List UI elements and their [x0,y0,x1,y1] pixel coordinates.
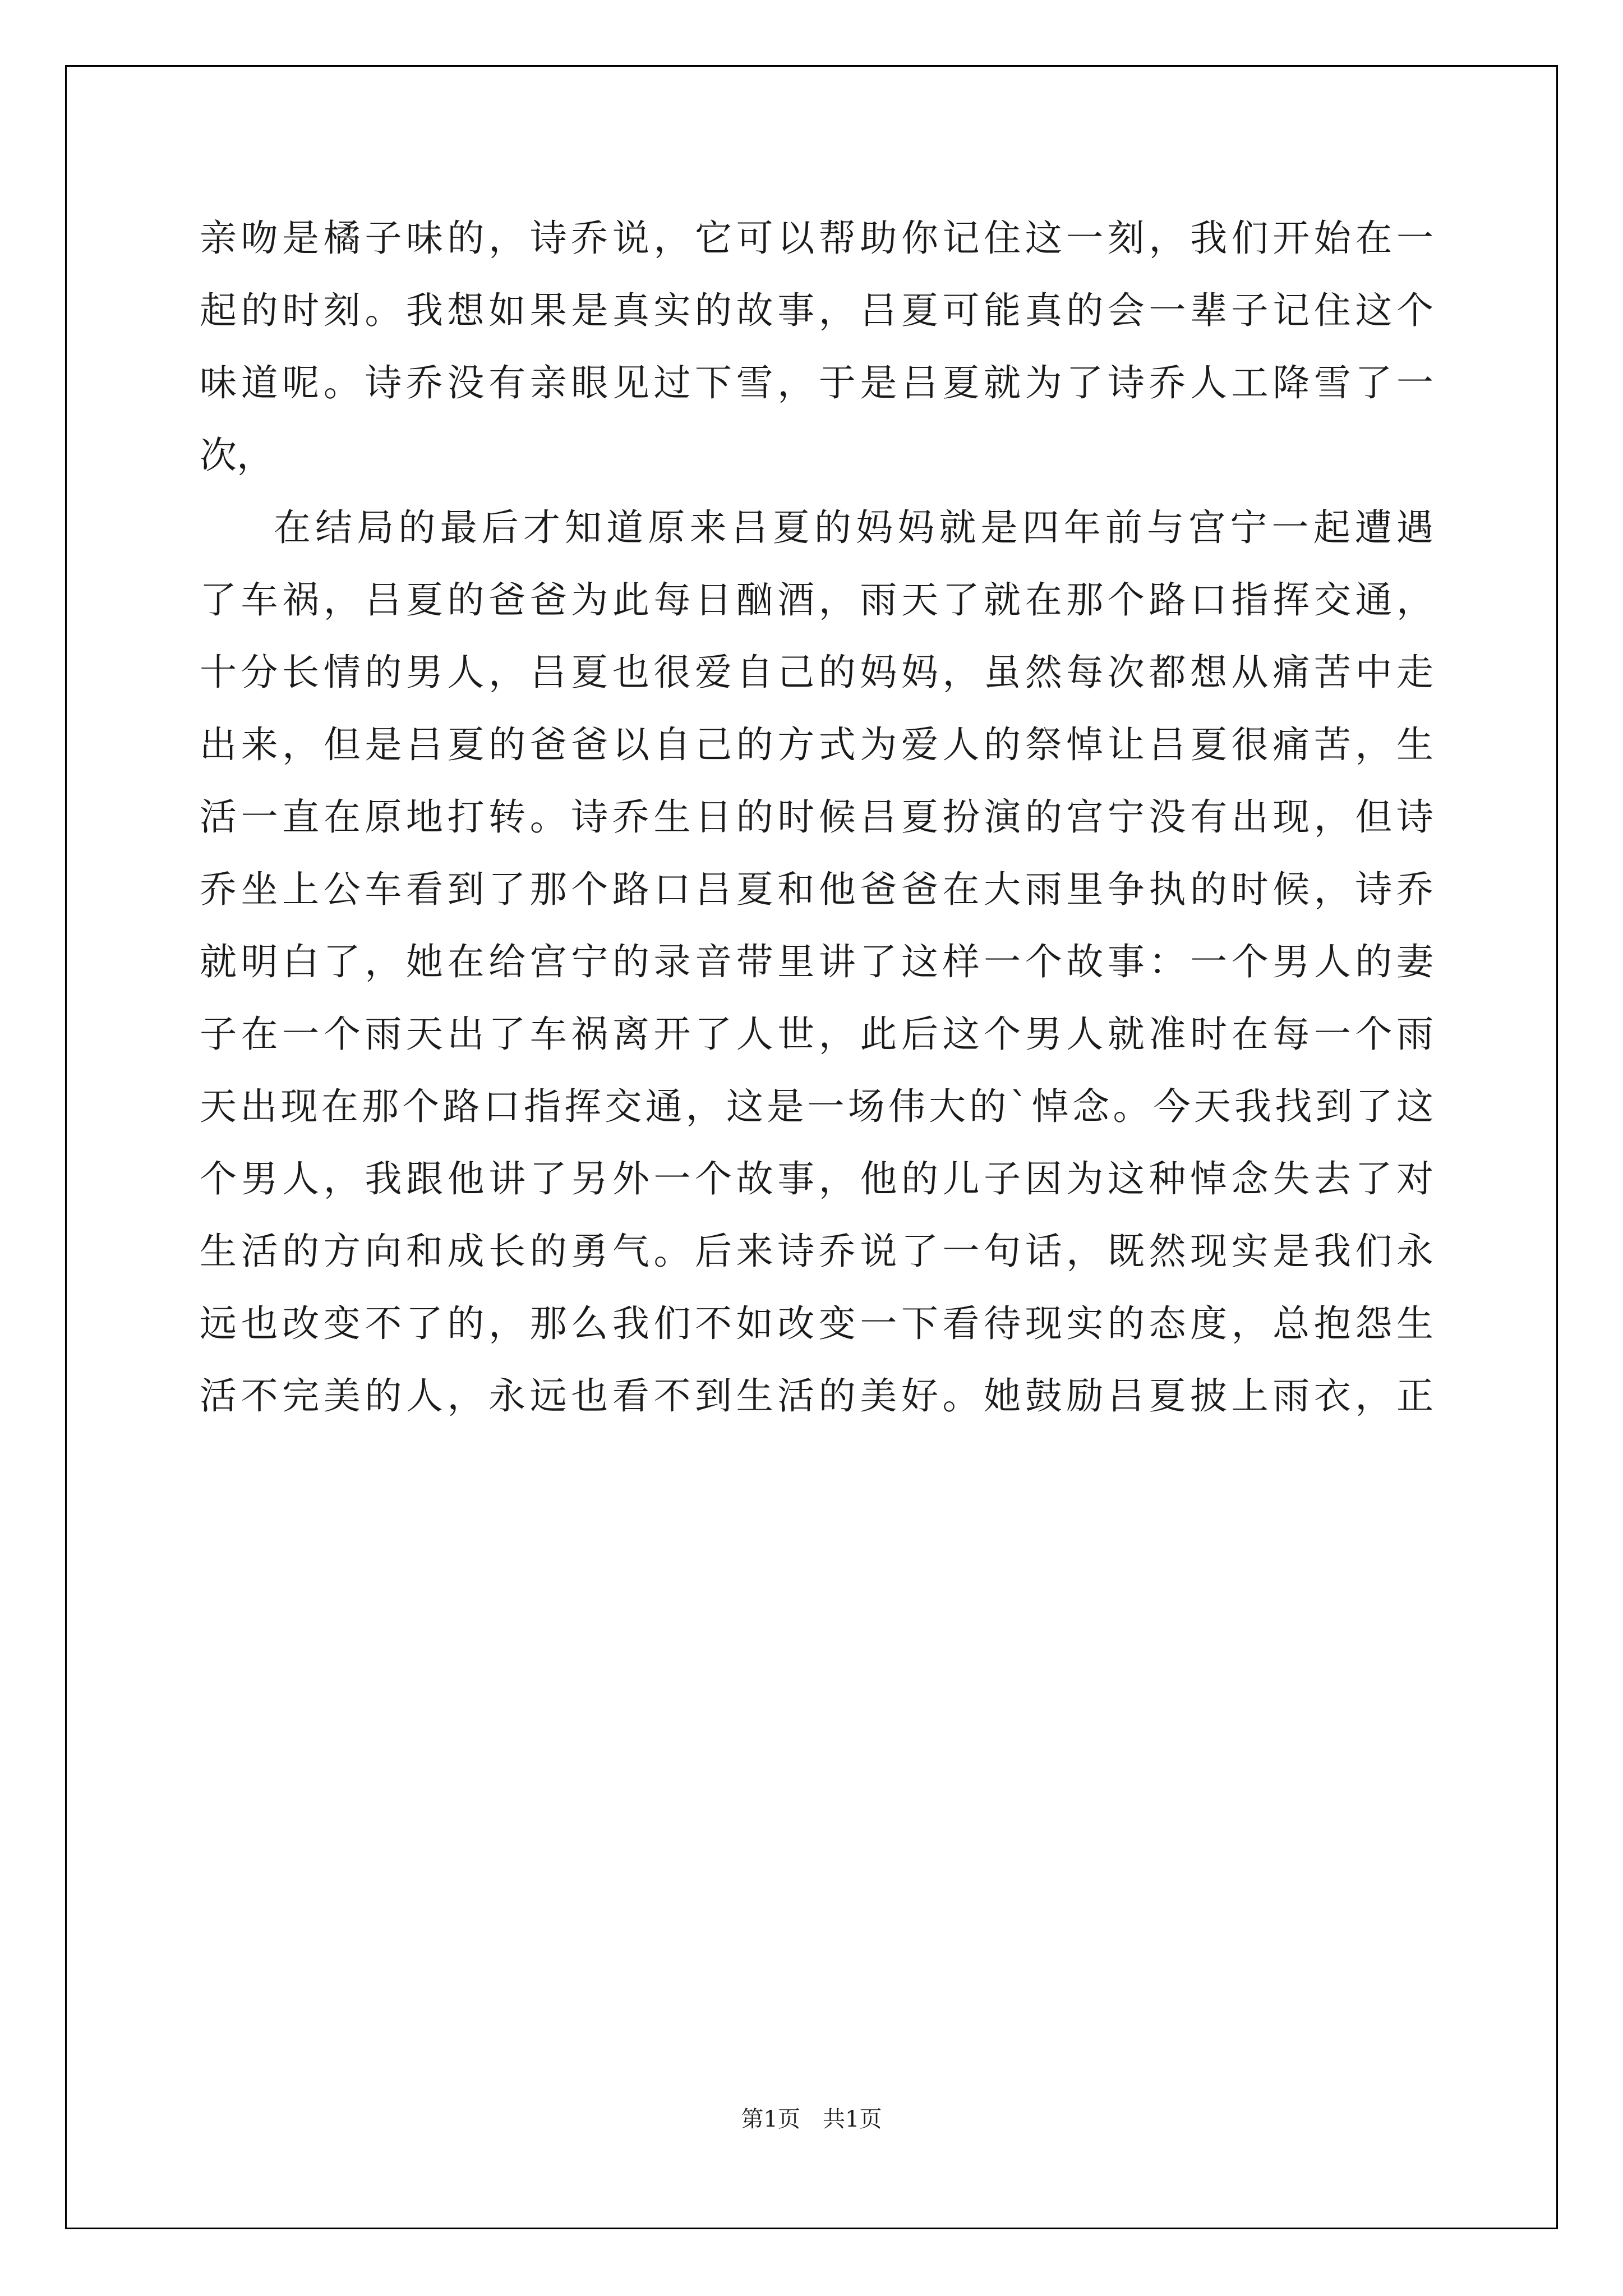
text-line: 远也改变不了的，那么我们不如改变一下看待现实的态度，总抱怨生 [200,1302,1433,1345]
page-footer [0,2102,1623,2136]
text-line: 个男人，我跟他讲了另外一个故事，他的儿子因为这种悼念失去了对 [200,1157,1433,1200]
page-number: 第1页 [741,2106,800,2132]
text-line: 起的时刻。我想如果是真实的故事，吕夏可能真的会一辈子记住这个 [200,289,1433,332]
text-line: 子在一个雨天出了车祸离开了人世，此后这个男人就准时在每一个雨 [200,1013,1433,1056]
text-line: 十分长情的男人，吕夏也很爱自己的妈妈，虽然每次都想从痛苦中走 [200,651,1433,694]
text-line: 活不完美的人，永远也看不到生活的美好。她鼓励吕夏披上雨衣，正 [200,1374,1433,1418]
text-line: 就明白了，她在给宫宁的录音带里讲了这样一个故事：一个男人的妻 [200,940,1433,983]
page-total: 共1页 [823,2106,882,2132]
text-line: 活一直在原地打转。诗乔生日的时候吕夏扮演的宫宁没有出现，但诗 [200,795,1433,839]
text-line: 天出现在那个路口指挥交通，这是一场伟大的`悼念。今天我找到了这 [200,1085,1433,1128]
text-line: 在结局的最后才知道原来吕夏的妈妈就是四年前与宫宁一起遭遇 [274,506,1433,549]
text-line: 乔坐上公车看到了那个路口吕夏和他爸爸在大雨里争执的时候，诗乔 [200,868,1433,911]
paragraph-2 [200,491,1433,1432]
paragraph-1 [200,202,1433,491]
text-line: 亲吻是橘子味的，诗乔说，它可以帮助你记住这一刻，我们开始在一 [200,217,1433,260]
text-line: 了车祸，吕夏的爸爸为此每日酗酒，雨天了就在那个路口指挥交通， [200,578,1433,622]
text-line: 出来，但是吕夏的爸爸以自己的方式为爱人的祭悼让吕夏很痛苦，生 [200,723,1433,766]
document-body [200,202,1433,1432]
text-line: 生活的方向和成长的勇气。后来诗乔说了一句话，既然现实是我们永 [200,1230,1433,1273]
text-line: 次， [200,434,274,477]
text-line: 味道呢。诗乔没有亲眼见过下雪，于是吕夏就为了诗乔人工降雪了一 [200,361,1433,404]
